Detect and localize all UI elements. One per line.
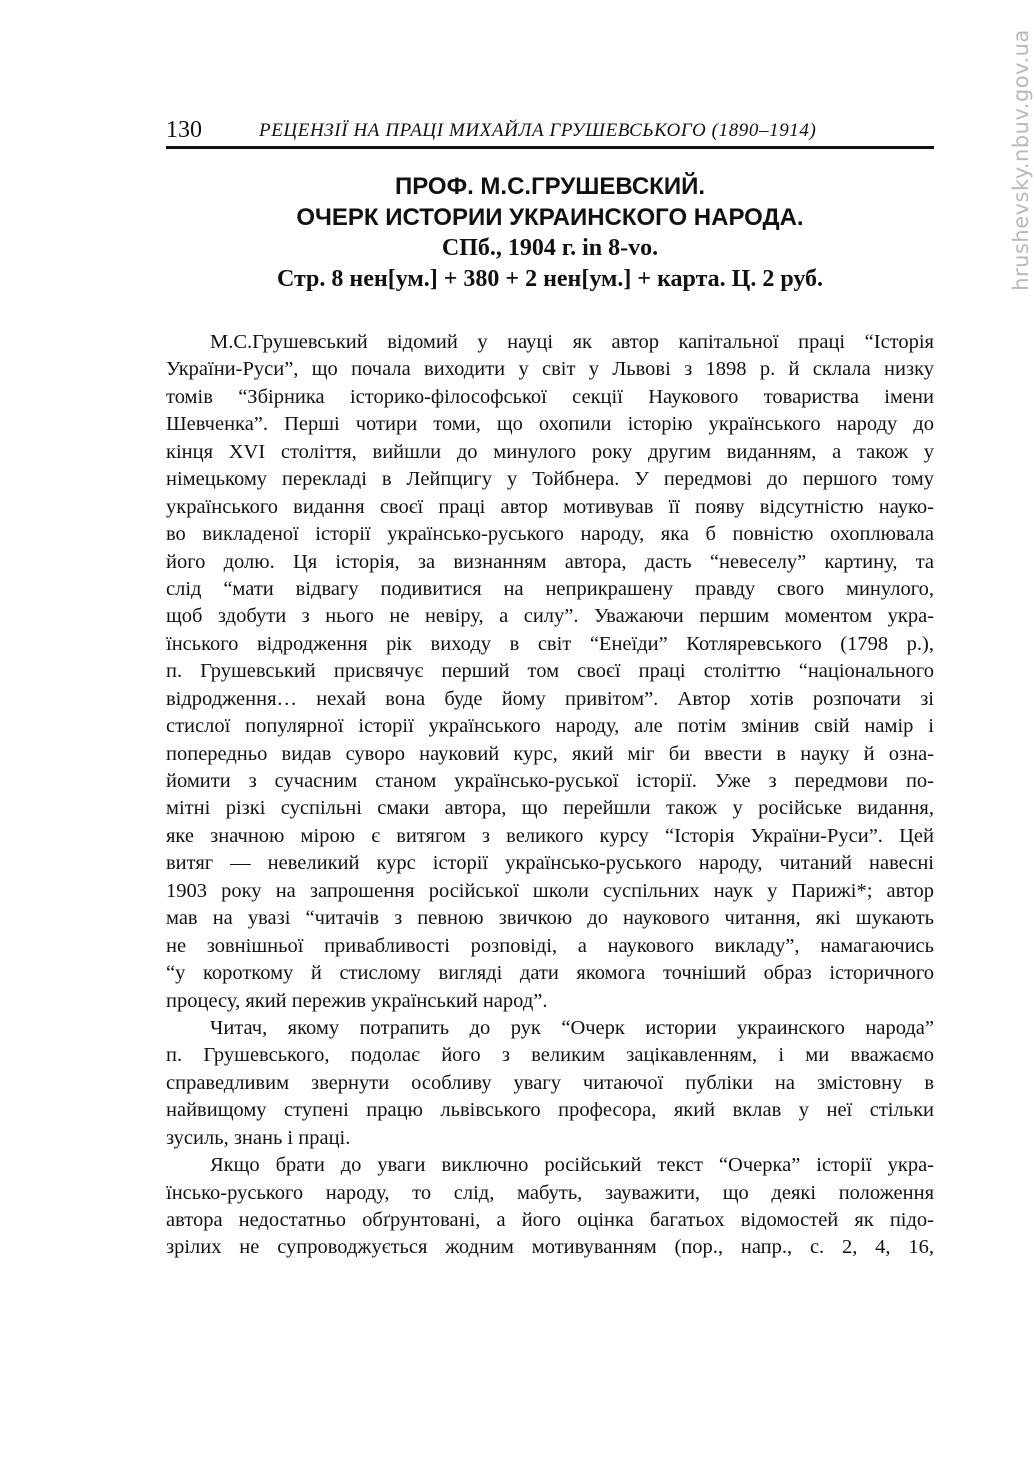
page-header — [166, 116, 934, 146]
text-line: мав на увазі “читачів з певною звичкою до наукового читання, які шукають — [166, 907, 934, 930]
text-line: “у короткому й стислому вигляді дати якомога точніший образ історичного — [166, 962, 934, 985]
watermark-text: hrushevsky.nbuv.gov.ua — [1009, 28, 1034, 291]
title-imprint: СПб., 1904 г. in 8-vo. — [441, 235, 659, 261]
text-line: попередньо видав суворо науковий курс, який міг би ввести в науку й озна- — [166, 742, 934, 765]
text-line: зрілих не супроводжується жодним мотивуванням (пор., напр., с. 2, 4, 16, — [166, 1236, 934, 1259]
text-line: йомити з сучасним станом українсько-руської історії. Уже з передмови по- — [166, 770, 934, 792]
text-line: щоб здобути з нього не невіру, а силу”. Уважаючи першим моментом укра- — [166, 605, 934, 628]
text-line: слід “мати відвагу подивитися на неприкрашену правду свого минулого, — [166, 577, 934, 600]
text-line: витяг — невеликий курс історії українсько-руського народу, читаний навесні — [166, 852, 934, 875]
page-number: 130 — [166, 117, 202, 143]
title-collation: Стр. 8 нен[ум.] + 380 + 2 нен[ум.] + карта. Ц. 2 руб. — [276, 265, 824, 292]
text-line: відродження… нехай вона буде йому привітом”. Автор хотів розпочати зі — [166, 687, 934, 710]
text-line: Шевченка”. Перші чотири томи, що охопили історію українського народу до — [166, 413, 934, 436]
text-line: його долю. Ця історія, за визнанням автора, дасть “невеселу” картину, та — [166, 550, 934, 573]
text-line: зусиль, знань і праці. — [166, 1126, 351, 1149]
text-line: їнського відродження рік виходу в світ “Енеїди” Котляревського (1798 р.), — [166, 632, 934, 655]
text-line: України-Руси”, що почала виходити у світ у Львові з 1898 р. й склала низку — [166, 358, 934, 381]
text-line: п. Грушевського, подолає його з великим зацікавленням, і ми вважаємо — [166, 1044, 934, 1067]
header-rule — [166, 146, 934, 149]
text-line: справедливим звернути особливу увагу читаючої публіки на змістовну в — [166, 1071, 934, 1094]
text-line: українського видання своєї праці автор мотивував її появу відсутністю науко- — [166, 495, 934, 518]
text-line: М.С.Грушевський відомий у науці як автор капітальної праці “Історія — [210, 331, 934, 353]
body-text — [166, 329, 934, 1262]
text-line: найвищому ступені працю львівського професора, який вклав у неї стільки — [166, 1099, 934, 1122]
text-line: Якщо брати до уваги виключно російський текст “Очерка” історії укра- — [210, 1154, 934, 1177]
text-line: п. Грушевський присвячує перший том своєї праці століттю “національного — [166, 660, 934, 683]
text-line: не зовнішньої привабливості розповіді, а наукового викладу”, намагаючись — [166, 934, 934, 957]
review-title — [166, 172, 934, 294]
text-line: во викладеної історії українсько-руського народу, яка б повністю охоплювала — [166, 523, 934, 546]
running-title: РЕЦЕНЗІЇ НА ПРАЦІ МИХАЙЛА ГРУШЕВСЬКОГО (1890–1914) — [259, 120, 817, 141]
text-line: 1903 року на запрошення російської школи суспільних наук у Парижі*; автор — [166, 879, 934, 902]
text-line: німецькому перекладі в Лейпцигу у Тойбнера. У передмові до першого тому — [166, 468, 934, 491]
text-line: їнсько-руського народу, то слід, мабуть, зауважити, що деякі положення — [166, 1181, 934, 1204]
text-line: автора недостатньо обґрунтовані, а його оцінка багатьох відомостей як підо- — [166, 1209, 934, 1231]
text-line: мітні різкі суспільні смаки автора, що перейшли також у російське видання, — [166, 797, 934, 820]
title-work: ОЧЕРК ИСТОРИИ УКРАИНСКОГО НАРОДА. — [296, 203, 804, 231]
text-line: Читач, якому потрапить до рук “Очерк истории украинского народа” — [210, 1016, 934, 1039]
text-line: томів “Збірника історико-філософської секції Наукового товариства імени — [166, 385, 934, 408]
text-line: кінця XVI століття, вийшли до минулого року другим виданням, а також у — [166, 440, 934, 463]
text-line: яке значною мірою є витягом з великого курсу “Історія України-Руси”. Цей — [166, 824, 934, 847]
title-author: ПРОФ. М.С.ГРУШЕВСКИЙ. — [394, 173, 705, 200]
text-line: стислої популярної історії українського народу, але потім змінив свій намір і — [166, 715, 934, 738]
text-line: процесу, який пережив український народ”. — [166, 989, 548, 1012]
watermark — [1006, 12, 1034, 307]
